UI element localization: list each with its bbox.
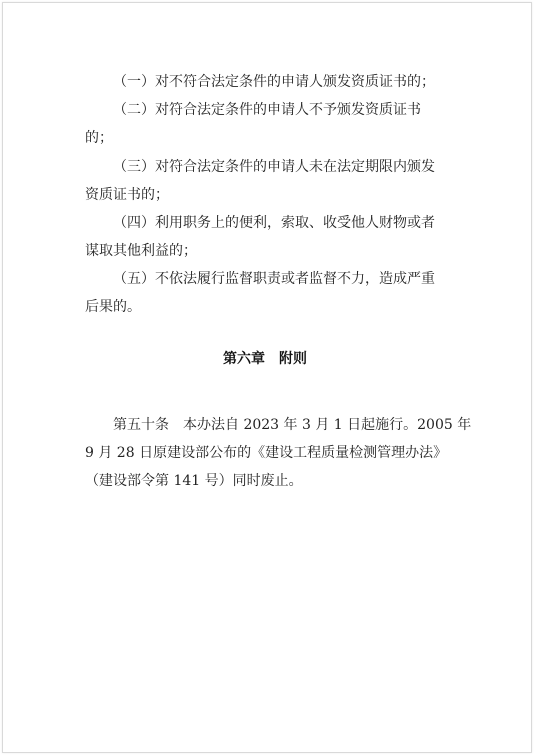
clause-1-line-1: （一）对不符合法定条件的申请人颁发资质证书的； <box>113 74 435 90</box>
clause-4-line-1: （四）利用职务上的便利，索取、收受他人财物或者 <box>113 215 435 231</box>
clause-5-line-1: （五）不依法履行监督职责或者监督不力，造成严重 <box>113 271 435 287</box>
clause-2-line-1: （二）对符合法定条件的申请人不予颁发资质证书 <box>113 102 421 118</box>
article-line-2: 9 月 28 日原建设部公布的《建设工程质量检测管理办法》 <box>85 445 448 461</box>
chapter-title: 第六章 附则 <box>223 351 307 367</box>
clause-4-line-2: 谋取其他利益的； <box>85 243 197 259</box>
clause-2-line-2: 的； <box>85 130 113 146</box>
clause-5-line-2: 后果的。 <box>85 299 141 315</box>
clause-3-line-1: （三）对符合法定条件的申请人未在法定期限内颁发 <box>113 159 435 175</box>
document-page <box>2 2 532 753</box>
clause-3-line-2: 资质证书的； <box>85 187 169 203</box>
article-line-3: （建设部令第 141 号）同时废止。 <box>85 473 303 489</box>
article-line-1: 第五十条 本办法自 2023 年 3 月 1 日起施行。2005 年 <box>113 417 472 433</box>
